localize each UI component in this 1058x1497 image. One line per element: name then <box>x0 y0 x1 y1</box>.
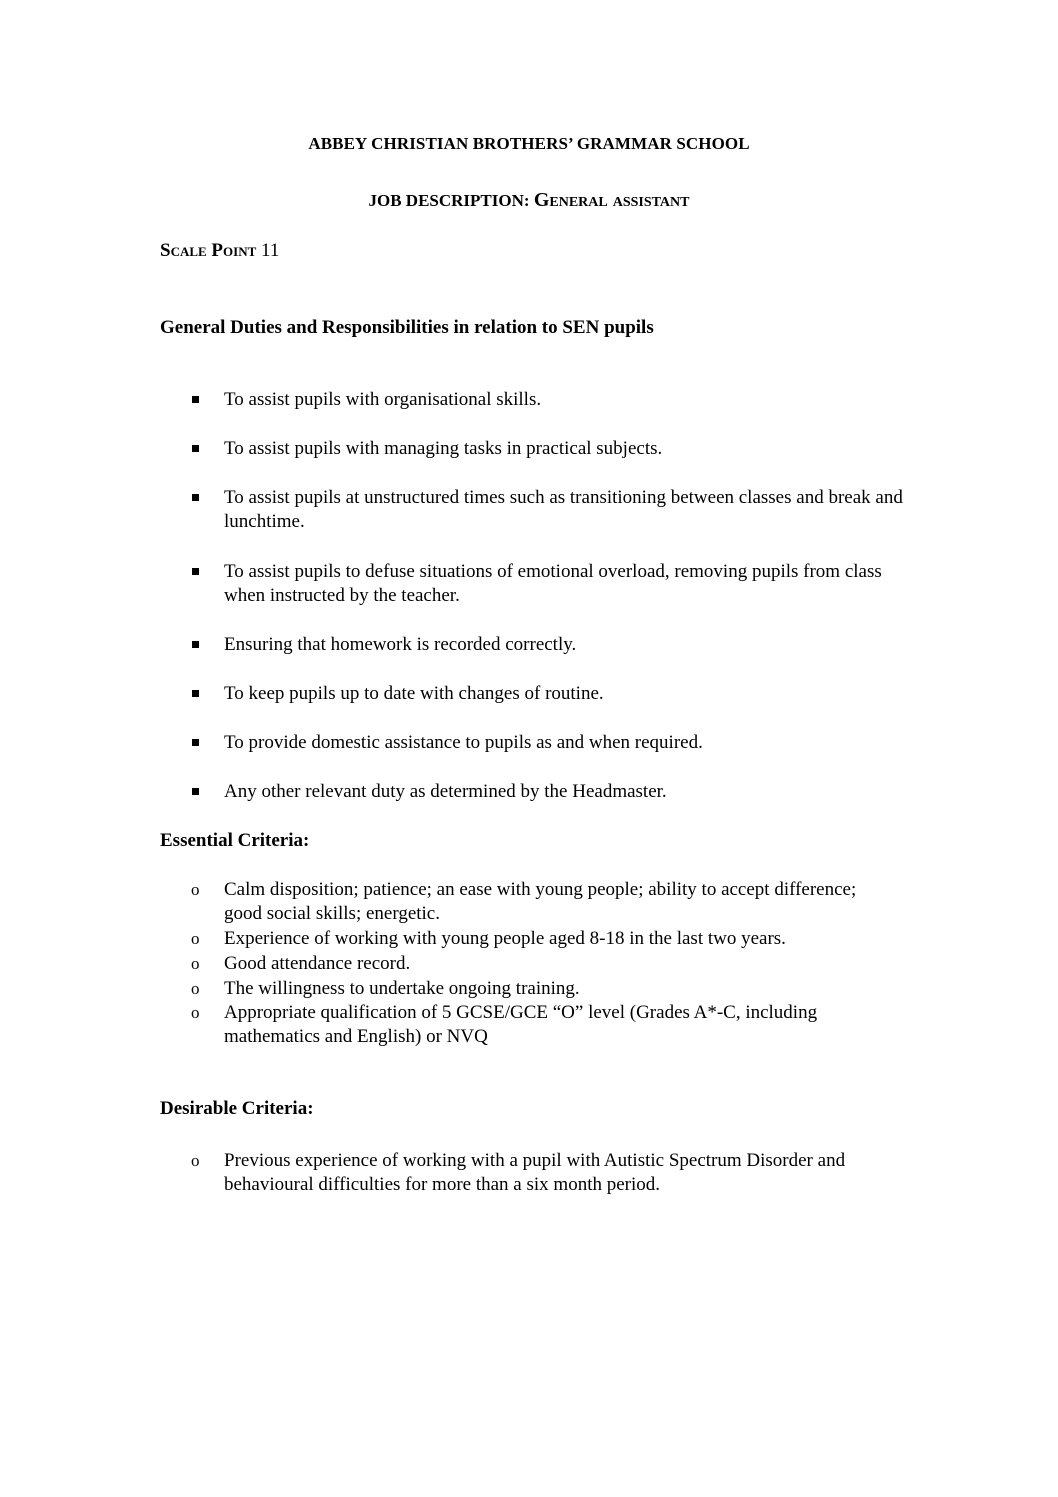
duty-text: To assist pupils with managing tasks in practical subjects. <box>224 438 663 459</box>
desirable-criterion-text: Previous experience of working with a pupil with Autistic Spectrum Disorder and behavioural difficulties for more than a six month period. <box>224 1150 846 1195</box>
job-title-prefix: JOB DESCRIPTION: <box>368 191 534 210</box>
square-bullet-icon <box>192 396 199 403</box>
circle-bullet-icon: o <box>191 954 200 973</box>
square-bullet-icon <box>192 690 199 697</box>
duty-text: To keep pupils up to date with changes of routine. <box>224 683 604 704</box>
circle-bullet-icon: o <box>191 1003 200 1022</box>
desirable-criteria-heading: Desirable Criteria: <box>160 1098 314 1119</box>
job-title: General assistant <box>533 189 690 211</box>
essential-criterion-text: Appropriate qualification of 5 GCSE/GCE “O” level (Grades A*-C, including mathematics and English) or NVQ <box>224 1002 818 1047</box>
circle-bullet-icon: o <box>191 929 200 948</box>
duty-text: To provide domestic assistance to pupils as and when required. <box>224 732 703 753</box>
circle-bullet-icon: o <box>191 880 200 899</box>
essential-criterion-text: Good attendance record. <box>224 953 411 974</box>
essential-criterion-text: The willingness to undertake ongoing training. <box>224 978 580 999</box>
school-name: ABBEY CHRISTIAN BROTHERS’ GRAMMAR SCHOOL <box>308 134 750 153</box>
essential-criterion-text: Calm disposition; patience; an ease with young people; ability to accept difference; good social skills; energetic. <box>224 879 857 924</box>
scale-point-line <box>160 240 279 262</box>
square-bullet-icon <box>192 641 199 648</box>
circle-bullet-icon: o <box>191 1151 200 1170</box>
scale-point-value: 11 <box>256 240 280 261</box>
job-title-line <box>0 189 1058 212</box>
duty-text: To assist pupils with organisational skills. <box>224 389 542 410</box>
square-bullet-icon <box>192 739 199 746</box>
square-bullet-icon <box>192 494 199 501</box>
square-bullet-icon <box>192 788 199 795</box>
scale-point-label: Scale Point <box>160 240 257 261</box>
circle-bullet-icon: o <box>191 979 200 998</box>
essential-criteria-heading: Essential Criteria: <box>160 830 310 851</box>
duty-text: To assist pupils to defuse situations of emotional overload, removing pupils from class when instructed by the teacher. <box>224 561 882 606</box>
duty-text: To assist pupils at unstructured times such as transitioning between classes and break and lunchtime. <box>224 487 903 532</box>
duty-text: Any other relevant duty as determined by the Headmaster. <box>224 781 667 802</box>
essential-criterion-text: Experience of working with young people aged 8-18 in the last two years. <box>224 928 786 949</box>
square-bullet-icon <box>192 445 199 452</box>
duties-heading: General Duties and Responsibilities in relation to SEN pupils <box>160 317 654 338</box>
square-bullet-icon <box>192 568 199 575</box>
duty-text: Ensuring that homework is recorded correctly. <box>224 634 577 655</box>
